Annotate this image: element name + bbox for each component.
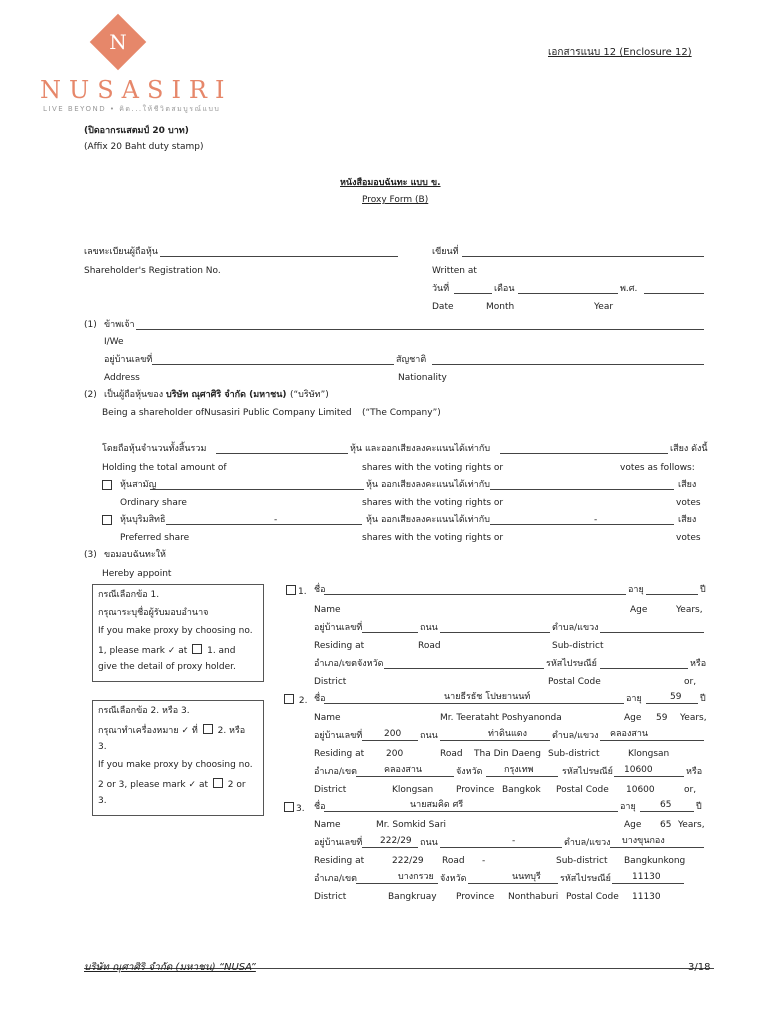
p2-dist-en: District: [314, 785, 347, 795]
preferred-votes-field[interactable]: [490, 524, 674, 525]
year-field[interactable]: [644, 293, 704, 294]
ordinary-shares-field[interactable]: [150, 489, 364, 490]
proxy2-checkbox[interactable]: [284, 694, 294, 704]
logo-letter: N: [109, 30, 127, 54]
p2-name-en: Name: [314, 713, 341, 723]
p2-years-label: ปี: [700, 694, 706, 704]
p1-years-en: Years,: [676, 605, 703, 615]
footer-company: บริษัท ณุศาศิริ จำกัด (มหาชน) “NUSA”: [84, 962, 256, 973]
p3-years-label: ปี: [696, 802, 702, 812]
checkbox-icon: [192, 644, 202, 654]
p2-zip-value: 10600: [624, 765, 653, 775]
written-label-th: เขียนที่: [432, 247, 459, 257]
reg-field[interactable]: [160, 256, 398, 257]
p3-dist-en-value: Bangkruay: [388, 892, 437, 902]
p2-age-en-value: 59: [656, 713, 668, 723]
p3-road-en: Road: [442, 856, 465, 866]
p1-zip-field[interactable]: [600, 668, 688, 669]
note-box-2: [92, 700, 264, 816]
note1-l4a: 1, please mark: [98, 646, 165, 656]
p1-dist-en: District: [314, 677, 347, 687]
p3-prov-field[interactable]: [468, 883, 558, 884]
holding-end-th: เสียง ดังนี้: [670, 444, 708, 454]
p2-sub-th: ตำบล/แขวง: [552, 731, 599, 741]
p1-or-th: หรือ: [690, 659, 707, 669]
p2-or-en: or,: [684, 785, 697, 795]
proxy3-checkbox[interactable]: [284, 802, 294, 812]
s1-number: (1): [84, 320, 97, 330]
p1-road-en: Road: [418, 641, 441, 651]
p3-age-label: อายุ: [620, 802, 636, 812]
p1-name-label: ชื่อ: [314, 585, 326, 595]
p1-sub-field[interactable]: [600, 632, 704, 633]
preferred-checkbox[interactable]: [102, 515, 112, 525]
p2-res-th: อยู่บ้านเลขที่: [314, 731, 363, 741]
proxy3-header: [282, 802, 305, 815]
p2-age-en: Age: [624, 713, 642, 723]
p3-name-en-value: Mr. Somkid Sari: [376, 820, 447, 830]
s2-company-suffix-th: (“บริษัท”): [290, 390, 329, 400]
s1-nationality-th: สัญชาติ: [396, 355, 427, 365]
p2-dist-en-value: Klongsan: [392, 785, 434, 795]
p3-name-label: ชื่อ: [314, 802, 326, 812]
p3-age-field[interactable]: [640, 811, 694, 812]
p3-prov-en-value: Nonthaburi: [508, 892, 559, 902]
ordinary-votes-field[interactable]: [490, 489, 674, 490]
preferred-shares-dash: -: [274, 515, 278, 525]
p1-house-field[interactable]: [362, 632, 418, 633]
p1-road-field[interactable]: [440, 632, 550, 633]
holding-mid-en: shares with the voting rights or: [362, 463, 504, 473]
p2-zip-th: รหัสไปรษณีย์: [562, 767, 613, 777]
p3-res-th: อยู่บ้านเลขที่: [314, 838, 363, 848]
ordinary-mid-en: shares with the voting rights or: [362, 498, 504, 508]
s1-address-en: Address: [104, 373, 140, 383]
s1-address-th: อยู่บ้านเลขที่: [104, 355, 153, 365]
p3-sub-value: บางขุนกอง: [622, 836, 665, 846]
s1-label-en: I/We: [104, 337, 124, 347]
p2-house-value: 200: [384, 729, 402, 739]
month-label: เดือน: [494, 284, 515, 294]
ordinary-label-th: หุ้นสามัญ: [120, 480, 157, 490]
note1-l4c: 1. and: [207, 646, 236, 656]
form-title-en: Proxy Form (B): [362, 195, 429, 205]
p2-prov-th: จังหวัด: [456, 767, 483, 777]
check-icon: ✓: [167, 646, 176, 656]
holding-mid-th: หุ้น และออกเสียงลงคะแนนได้เท่ากับ: [350, 444, 491, 454]
holding-label-th: โดยถือหุ้นจำนวนทั้งสิ้นรวม: [102, 444, 207, 454]
note1-line1: กรณีเลือกข้อ 1.: [98, 590, 160, 600]
p1-name-field[interactable]: [324, 594, 626, 595]
p1-res-th: อยู่บ้านเลขที่: [314, 623, 363, 633]
p3-sub-field[interactable]: [610, 847, 704, 848]
reg-label-th: เลขทะเบียนผู้ถือหุ้น: [84, 247, 158, 257]
note2-l5c: 2 or: [227, 780, 246, 790]
reg-label-en: Shareholder's Registration No.: [84, 266, 221, 276]
p3-dist-value: บางกรวย: [398, 872, 434, 882]
enclosure-label: เอกสารแนบ 12 (Enclosure 12): [548, 47, 692, 58]
written-field[interactable]: [462, 256, 704, 257]
p3-name-field[interactable]: [324, 811, 618, 812]
note2-l5b: at: [198, 780, 208, 790]
p2-zip-field[interactable]: [614, 776, 684, 777]
s2-number: (2): [84, 390, 97, 400]
p1-age-en: Age: [630, 605, 648, 615]
page-number: 3/18: [688, 962, 711, 973]
p2-name-field[interactable]: [324, 703, 624, 704]
p1-dist-field[interactable]: [384, 668, 544, 669]
p2-road-en: Road: [440, 749, 463, 759]
proxy3-number: 3.: [296, 804, 305, 814]
p3-age-en: Age: [624, 820, 642, 830]
ordinary-end-en: votes: [676, 498, 701, 508]
p3-sub-en: Sub-district: [556, 856, 608, 866]
s3-number: (3): [84, 550, 97, 560]
written-label-en: Written at: [432, 266, 477, 276]
p3-road-th: ถนน: [420, 838, 438, 848]
note2-l2a: กรุณาทำเครื่องหมาย: [98, 726, 179, 736]
proxy1-header: [284, 585, 307, 598]
preferred-end-en: votes: [676, 533, 701, 543]
p3-zip-th: รหัสไปรษณีย์: [560, 874, 611, 884]
note2-l5a: 2 or 3, please mark: [98, 780, 186, 790]
s2-text-en: Being a shareholder of: [102, 408, 205, 418]
s1-nationality-field[interactable]: [432, 364, 704, 365]
p2-or-th: หรือ: [686, 767, 703, 777]
p3-sub-en-value: Bangkunkong: [624, 856, 686, 866]
s1-label-th: ข้าพเจ้า: [104, 320, 135, 330]
s2-company-suffix-en: (“The Company”): [362, 408, 441, 418]
preferred-end-th: เสียง: [678, 515, 697, 525]
p2-zip-en-value: 10600: [626, 785, 655, 795]
ordinary-mid-th: หุ้น ออกเสียงลงคะแนนได้เท่ากับ: [366, 480, 490, 490]
p2-prov-field[interactable]: [486, 776, 558, 777]
p2-name-label: ชื่อ: [314, 694, 326, 704]
note1-line5: give the detail of proxy holder.: [98, 662, 236, 672]
p3-house-field[interactable]: [362, 847, 418, 848]
note2-line1: กรณีเลือกข้อ 2. หรือ 3.: [98, 706, 190, 716]
p3-road-en-value: -: [482, 856, 486, 866]
p3-sub-th: ตำบล/แขวง: [564, 838, 611, 848]
ordinary-row: [100, 480, 114, 493]
date-en: Date: [432, 302, 454, 312]
p2-road-value: ท่าดินแดง: [488, 729, 528, 739]
p2-road-field[interactable]: [440, 740, 550, 741]
day-label: วันที่: [432, 284, 450, 294]
month-en: Month: [486, 302, 515, 312]
p1-dist-th: อำเภอ/เขตจังหวัด: [314, 659, 384, 669]
brand-name: NUSASIRI: [40, 76, 233, 104]
p2-sub-en-value: Klongsan: [628, 749, 670, 759]
p2-years-en: Years,: [680, 713, 707, 723]
brand-tagline: LIVE BEYOND • คิด...ให้ชีวิตสมบูรณ์แบบ: [43, 105, 221, 113]
p2-dist-th: อำเภอ/เขต: [314, 767, 357, 777]
p2-age-value: 59: [670, 692, 682, 702]
p2-dist-value: คลองสาน: [384, 765, 423, 775]
preferred-row: [100, 515, 114, 528]
p3-prov-en: Province: [456, 892, 495, 902]
s1-name-field[interactable]: [136, 329, 704, 330]
p3-zip-en-value: 11130: [632, 892, 661, 902]
p1-age-label: อายุ: [628, 585, 644, 595]
proxy1-checkbox[interactable]: [286, 585, 296, 595]
preferred-label-en: Preferred share: [120, 533, 190, 543]
note2-line5: [98, 778, 246, 791]
p3-house-en: 222/29: [392, 856, 424, 866]
ordinary-end-th: เสียง: [678, 480, 697, 490]
p2-prov-en: Province: [456, 785, 495, 795]
note1-line3: If you make proxy by choosing no.: [98, 626, 253, 636]
note1-l4b: at: [178, 646, 188, 656]
note2-line3: 3.: [98, 742, 107, 752]
holding-votes-field[interactable]: [500, 453, 668, 454]
p2-age-field[interactable]: [646, 703, 698, 704]
s3-label-th: ขอมอบฉันทะให้: [104, 550, 166, 560]
p3-res-en: Residing at: [314, 856, 365, 866]
check-icon: ✓: [181, 726, 190, 736]
note1-line4: [98, 644, 235, 657]
holding-total-field[interactable]: [216, 453, 348, 454]
year-en: Year: [594, 302, 614, 312]
p2-sub-en: Sub-district: [548, 749, 600, 759]
p2-zip-en: Postal Code: [556, 785, 609, 795]
p2-age-label: อายุ: [626, 694, 642, 704]
ordinary-checkbox[interactable]: [102, 480, 112, 490]
p3-road-value: -: [512, 836, 516, 846]
preferred-label-th: หุ้นบุริมสิทธิ: [120, 515, 166, 525]
s2-company-en: Nusasiri Public Company Limited: [204, 408, 352, 418]
p3-age-value: 65: [660, 800, 672, 810]
p2-house-en: 200: [386, 749, 404, 759]
p1-age-field[interactable]: [646, 594, 698, 595]
holding-end-en: votes as follows:: [620, 463, 695, 473]
day-field[interactable]: [454, 293, 492, 294]
p1-zip-en: Postal Code: [548, 677, 601, 687]
stamp-th: (ปิดอากรแสตมป์ 20 บาท): [84, 126, 189, 136]
p2-sub-field[interactable]: [600, 740, 704, 741]
proxy2-number: 2.: [298, 696, 308, 706]
check-icon: ✓: [188, 780, 197, 790]
s1-address-field[interactable]: [152, 364, 394, 365]
p3-dist-th: อำเภอ/เขต: [314, 874, 357, 884]
note2-line4: If you make proxy by choosing no.: [98, 760, 253, 770]
p1-road-th: ถนน: [420, 623, 438, 633]
ordinary-label-en: Ordinary share: [120, 498, 187, 508]
p2-road-en-value: Tha Din Daeng: [474, 749, 541, 759]
preferred-mid-th: หุ้น ออกเสียงลงคะแนนได้เท่ากับ: [366, 515, 490, 525]
preferred-mid-en: shares with the voting rights or: [362, 533, 504, 543]
p1-zip-th: รหัสไปรษณีย์: [546, 659, 597, 669]
note1-line2: กรุณาระบุชื่อผู้รับมอบอำนาจ: [98, 608, 209, 618]
p3-years-en: Years,: [678, 820, 705, 830]
p3-dist-field[interactable]: [356, 883, 438, 884]
note2-l2c: 2. หรือ: [217, 726, 246, 736]
checkbox-icon: [203, 724, 213, 734]
p2-name-en-value: Mr. Teerataht Poshyanonda: [440, 713, 562, 723]
p1-sub-th: ตำบล/แขวง: [552, 623, 599, 633]
preferred-votes-dash: -: [594, 515, 598, 525]
note2-l2b: ที่: [191, 726, 198, 736]
p3-dist-en: District: [314, 892, 347, 902]
p3-house-value: 222/29: [380, 836, 412, 846]
p3-name-en: Name: [314, 820, 341, 830]
stamp-en: (Affix 20 Baht duty stamp): [84, 142, 204, 152]
p3-prov-value: นนทบุรี: [512, 872, 541, 882]
p2-res-en: Residing at: [314, 749, 365, 759]
p3-age-en-value: 65: [660, 820, 672, 830]
p2-sub-value: คลองสาน: [610, 729, 649, 739]
p2-dist-field[interactable]: [356, 776, 454, 777]
p1-name-en: Name: [314, 605, 341, 615]
p1-or-en: or,: [684, 677, 697, 687]
s2-text-th: เป็นผู้ถือหุ้นของ: [104, 390, 164, 400]
p3-name-value: นายสมคิด ศรี: [410, 800, 464, 810]
p2-prov-value: กรุงเทพ: [504, 765, 534, 775]
p3-zip-field[interactable]: [612, 883, 684, 884]
p1-sub-en: Sub-district: [552, 641, 604, 651]
form-title-th: หนังสือมอบฉันทะ แบบ ข.: [340, 178, 441, 188]
p2-name-value: นายธีรธัช โปษยานนท์: [444, 692, 531, 702]
checkbox-icon: [213, 778, 223, 788]
s2-company-th: บริษัท ณุศาศิริ จำกัด (มหาชน): [166, 390, 287, 400]
s3-label-en: Hereby appoint: [102, 569, 172, 579]
month-field[interactable]: [518, 293, 618, 294]
p2-house-field[interactable]: [362, 740, 418, 741]
p3-zip-value: 11130: [632, 872, 661, 882]
p2-road-th: ถนน: [420, 731, 438, 741]
note2-line2: [98, 724, 245, 737]
p1-years-label: ปี: [700, 585, 706, 595]
year-label: พ.ศ.: [620, 284, 638, 294]
p2-prov-en-value: Bangkok: [502, 785, 541, 795]
proxy1-number: 1.: [298, 587, 307, 597]
p3-road-field[interactable]: [440, 847, 562, 848]
holding-label-en: Holding the total amount of: [102, 463, 227, 473]
p3-zip-en: Postal Code: [566, 892, 619, 902]
proxy2-header: [282, 694, 307, 707]
note2-line6: 3.: [98, 796, 107, 806]
p1-res-en: Residing at: [314, 641, 365, 651]
preferred-shares-field[interactable]: [166, 524, 362, 525]
p3-prov-th: จังหวัด: [440, 874, 467, 884]
s1-nationality-en: Nationality: [398, 373, 447, 383]
